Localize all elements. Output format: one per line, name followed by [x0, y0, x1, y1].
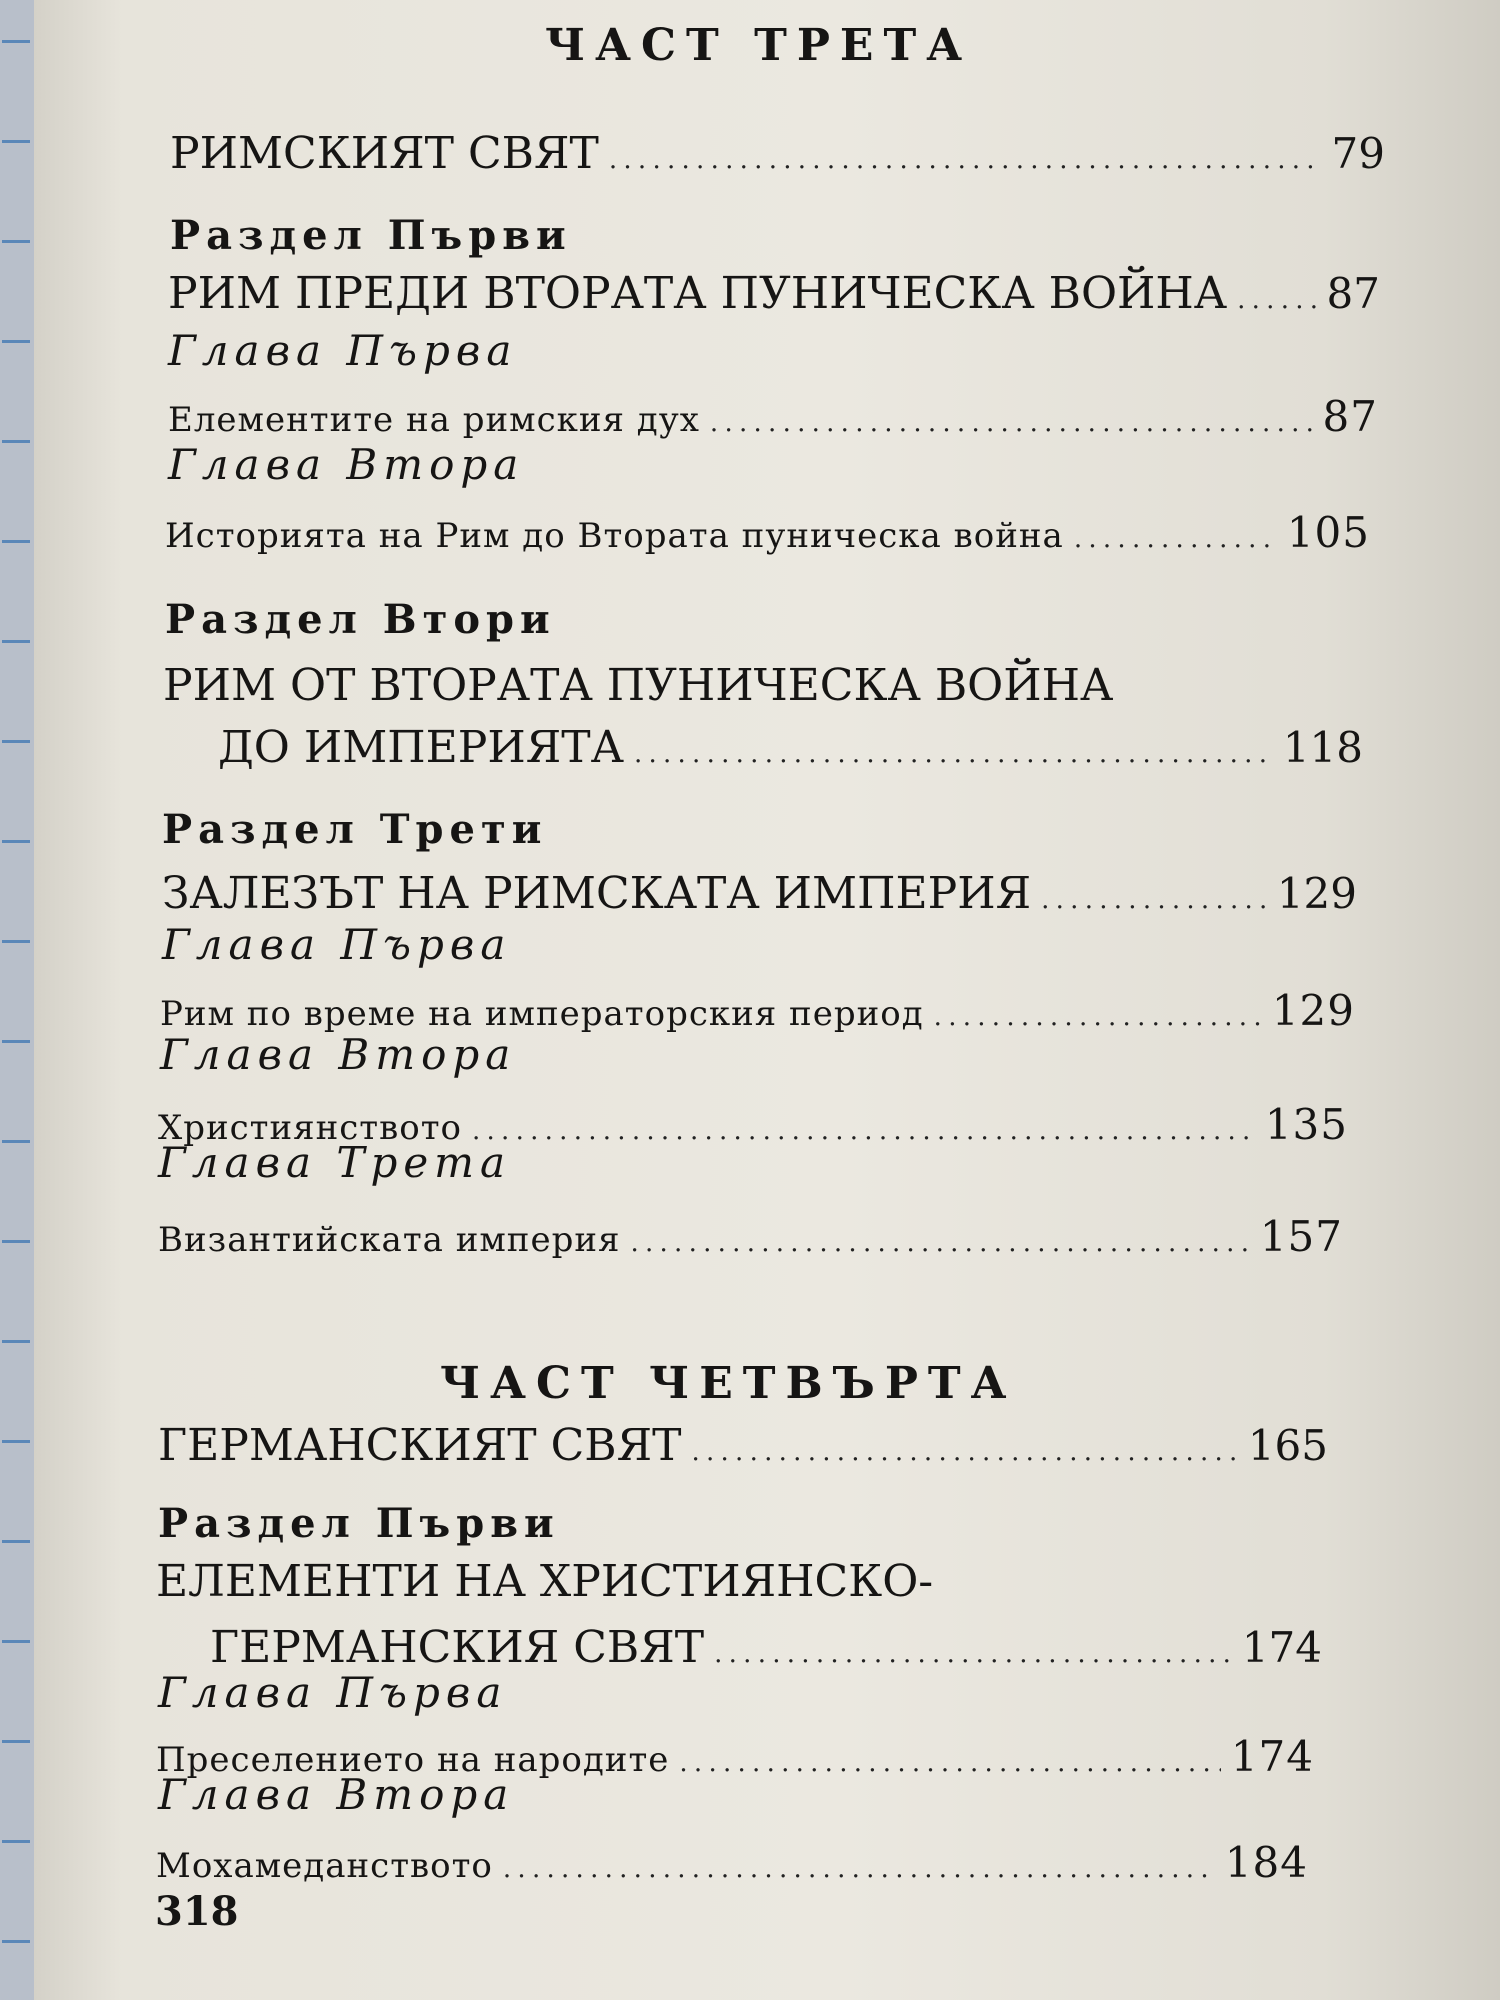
binding-mark	[2, 1340, 30, 1343]
binding-mark	[2, 340, 30, 343]
section-label: Раздел Втори	[165, 596, 556, 643]
binding-mark	[2, 740, 30, 743]
page-number: 79	[1331, 129, 1385, 178]
entry-title: ДО ИМПЕРИЯТА	[218, 722, 624, 773]
binding-mark	[2, 640, 30, 643]
binding-mark	[2, 1040, 30, 1043]
part-title: ЧАСТ ЧЕТВЪРТА	[440, 1358, 1017, 1409]
chapter-label: Глава Първа	[158, 1668, 508, 1717]
binding-mark	[2, 40, 30, 43]
entry-title: Християнството	[158, 1108, 462, 1148]
dot-leader	[630, 1220, 1249, 1260]
toc-entry-chapter	[156, 1838, 1308, 1887]
chapter-label: Глава Втора	[158, 1770, 515, 1819]
page-folio: 318	[155, 1888, 239, 1935]
page-number: 87	[1326, 269, 1380, 318]
toc-entry-roman-world	[170, 128, 1385, 179]
section-title-line: РИМ ОТ ВТОРАТА ПУНИЧЕСКА ВОЙНА	[163, 660, 1114, 711]
page-number: 174	[1230, 1732, 1314, 1781]
toc-entry-section	[162, 868, 1357, 919]
toc-entry-section	[218, 722, 1363, 773]
chapter-label: Глава Първа	[162, 920, 512, 969]
chapter-label: Глава Трета	[158, 1138, 512, 1187]
binding-mark	[2, 840, 30, 843]
page-number: 165	[1247, 1421, 1328, 1470]
toc-entry-chapter	[165, 508, 1370, 557]
page-number: 174	[1241, 1623, 1322, 1672]
section-label: Раздел Първи	[170, 212, 572, 259]
dot-leader	[714, 1622, 1232, 1673]
entry-title: Елементите на римския дух	[168, 400, 700, 440]
dot-leader	[609, 128, 1322, 179]
entry-title: ГЕРМАНСКИЯТ СВЯТ	[158, 1420, 682, 1471]
dot-leader	[503, 1846, 1215, 1886]
binding-mark	[2, 1440, 30, 1443]
section-label: Раздел Първи	[158, 1500, 560, 1547]
page-number: 157	[1259, 1212, 1343, 1261]
entry-title: РИМ ПРЕДИ ВТОРАТА ПУНИЧЕСКА ВОЙНА	[168, 268, 1228, 319]
dot-leader	[634, 722, 1273, 773]
notebook-binding	[0, 0, 36, 2000]
binding-mark	[2, 1140, 30, 1143]
page-number: 135	[1264, 1100, 1348, 1149]
binding-mark	[2, 1740, 30, 1743]
binding-mark	[2, 1540, 30, 1543]
binding-mark	[2, 940, 30, 943]
entry-title: Рим по време на императорския период	[160, 994, 924, 1034]
page-number: 129	[1271, 986, 1355, 1035]
dot-leader	[472, 1108, 1255, 1148]
section-title-line: ЕЛЕМЕНТИ НА ХРИСТИЯНСКО-	[156, 1556, 934, 1607]
entry-title: ГЕРМАНСКИЯ СВЯТ	[210, 1622, 705, 1673]
binding-mark	[2, 1240, 30, 1243]
chapter-label: Глава Първа	[168, 326, 518, 375]
dot-leader	[1237, 268, 1316, 319]
toc-entry-chapter	[168, 392, 1378, 441]
entry-title: Византийската империя	[158, 1220, 621, 1260]
page-number: 129	[1276, 869, 1357, 918]
dot-leader	[1074, 516, 1277, 556]
toc-entry-section	[210, 1622, 1322, 1673]
chapter-label: Глава Втора	[160, 1030, 517, 1079]
toc-entry-section	[168, 268, 1380, 319]
binding-mark	[2, 140, 30, 143]
binding-mark	[2, 1640, 30, 1643]
entry-title: Историята на Рим до Втората пуническа война	[165, 516, 1064, 556]
toc-entry-chapter	[158, 1212, 1343, 1261]
entry-title: Преселението на народите	[156, 1740, 670, 1780]
part-title: ЧАСТ ТРЕТА	[545, 20, 973, 71]
dot-leader	[1041, 868, 1267, 919]
page-number: 105	[1286, 508, 1370, 557]
dot-leader	[710, 400, 1313, 440]
chapter-label: Глава Втора	[168, 440, 525, 489]
dot-leader	[679, 1740, 1220, 1780]
toc-entry-german-world	[158, 1420, 1328, 1471]
page-number: 118	[1282, 723, 1363, 772]
entry-title: РИМСКИЯТ СВЯТ	[170, 128, 599, 179]
binding-mark	[2, 1840, 30, 1843]
section-label: Раздел Трети	[162, 806, 548, 853]
entry-title: ЗАЛЕЗЪТ НА РИМСКАТА ИМПЕРИЯ	[162, 868, 1032, 919]
page-number: 87	[1322, 392, 1378, 441]
page-number: 184	[1224, 1838, 1308, 1887]
binding-mark	[2, 1940, 30, 1943]
toc-entry-chapter	[160, 986, 1355, 1035]
binding-mark	[2, 240, 30, 243]
dot-leader	[934, 994, 1262, 1034]
binding-mark	[2, 440, 30, 443]
entry-title: Мохамеданството	[156, 1846, 493, 1886]
dot-leader	[691, 1420, 1237, 1471]
binding-mark	[2, 540, 30, 543]
